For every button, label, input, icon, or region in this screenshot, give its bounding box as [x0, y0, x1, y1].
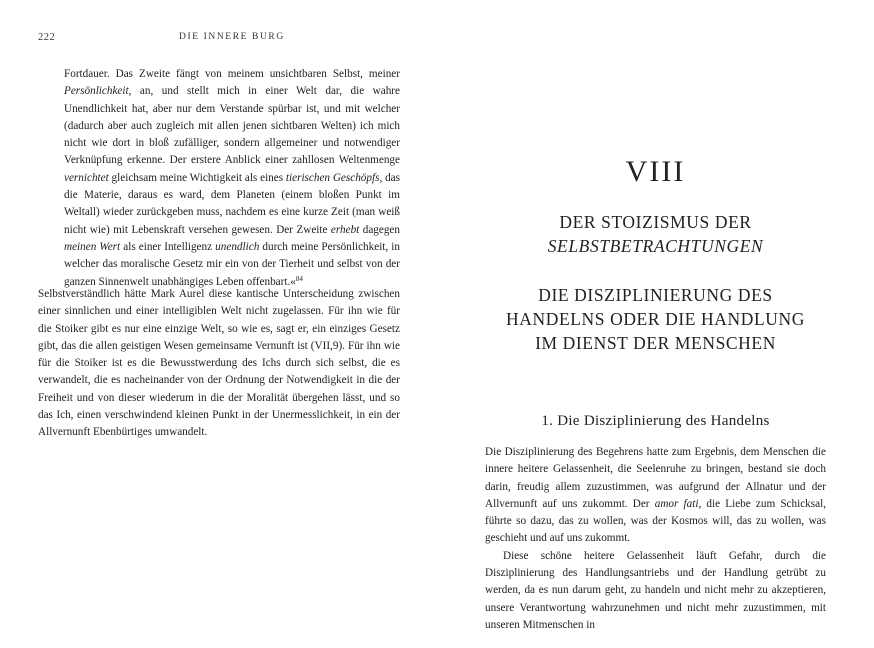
quote-emphasis: Persönlichkeit,: [64, 85, 132, 98]
quote-text: als einer Intelligenz: [120, 240, 216, 253]
quote-text: durch meine Persönlichkeit, in welcher das moralische Gesetz mir ein von der Tierheit und selbst von der ganzen Sinnenwelt unabhängiges Leben offenbart.«: [64, 240, 401, 288]
paragraph: [485, 444, 826, 548]
running-head: DIE INNERE BURG: [179, 32, 285, 42]
body-paragraph: [38, 286, 400, 442]
chapter-title-line-italic: [437, 234, 874, 258]
quote-text: an, und stellt mich in einer Welt dar, die wahre Unendlichkeit hat, aber nur dem Verstande spürbar ist, und mit welcher (dadurch aber auch zugleich mit allen jenen sichtbaren Welten) ich mich nicht wie dort in bloß zufälliger, sondern allgemeiner und notwendiger Verknüpfung erkenne. Der erstere Anblick einer zahllosen Weltenmenge: [64, 85, 400, 167]
quote-text: gleichsam meine Wichtigkeit als eines: [108, 171, 286, 184]
right-page: [437, 0, 874, 648]
chapter-subtitle-line: HANDELNS ODER DIE HANDLUNG: [506, 309, 805, 329]
quote-emphasis: meinen Wert: [64, 240, 121, 253]
paragraph-text: Die Disziplinierung des Begehrens hatte zum Ergebnis, dem Menschen die innere heitere Gelassenheit, die Seelenruhe zu bringen, bestand sie doch darin, freudig allem zuzustimmen, was aufgrund der Allnatur und der Allvernunft auf uns zukommt. Der: [485, 446, 826, 510]
chapter-title-emphasis: SELBSTBETRACHTUNGEN: [547, 236, 764, 256]
quote-emphasis: unendlich: [215, 240, 260, 253]
section-heading: 1. Die Disziplinierung des Handelns: [541, 413, 770, 429]
chapter-title: [437, 210, 874, 258]
body-text: [485, 444, 826, 634]
paragraph: Diese schöne heitere Gelassenheit läuft Gefahr, durch die Disziplinierung des Handlungsantriebs und der Handlung getrübt zu werden, da es nun darum geht, zu handeln und nicht mehr zu akzeptieren, unsere Verantwortung wahrzunehmen und nicht mehr zuzustimmen, mit unseren Mitmenschen in: [485, 549, 826, 631]
chapter-title-line: DER STOIZISMUS DER: [559, 212, 752, 232]
block-quote: [64, 66, 400, 291]
footnote-reference[interactable]: 84: [295, 274, 303, 283]
quote-text: dagegen: [359, 223, 400, 236]
chapter-subtitle-line: IM DIENST DER MENSCHEN: [535, 333, 776, 353]
chapter-subtitle: [437, 283, 874, 355]
page-number: 222: [38, 32, 56, 43]
quote-emphasis: vernichtet: [64, 171, 109, 184]
quote-text: Fortdauer. Das Zweite fängt von meinem unsichtbaren Selbst, meiner: [64, 68, 400, 80]
paragraph-text: , die Liebe zum Schicksal, führte so dazu, das zu wollen, was der Kosmos will, das zu wollen, was geschieht und auf uns zukommt.: [485, 497, 826, 545]
paragraph-emphasis: amor fati: [654, 497, 699, 510]
chapter-subtitle-line: DIE DISZIPLINIERUNG DES: [538, 285, 773, 305]
paragraph-text: Selbstverständlich hätte Mark Aurel diese kantische Unterscheidung zwischen einer sinnlichen und einer intelligiblen Welt nicht zugelassen. Für ihn wie für die Stoiker gibt es nur eine einzige Welt, so wie es, sagt er, ein einziges Gesetz gibt, das die allen geistigen Wesen gemeinsame Vernunft ist (VII,9). Für ihn wie für die Stoiker ist es die Bewusstwerdung des Ichs durch sich selbst, die es verwandelt, die es nacheinander von der Ordnung der Notwendigkeit in die der Freiheit und von dieser wiederum in die der Moralität übergehen lässt, und so das Ich, einen verschwindend kleinen Punkt in der Unermesslichkeit, in ein der Allvernunft Ebenbürtiges umwandelt.: [38, 288, 400, 439]
chapter-number: VIII: [625, 155, 686, 188]
quote-text: , das die Materie, daraus es ward, dem Planeten (einem bloßen Punkt im Weltall) wieder zurückgeben muss, nachdem es eine kurze Zeit (man weiß nicht wie) mit Lebenskraft versehen gewesen. Der Zweite: [64, 171, 400, 236]
quote-emphasis: erhebt: [330, 223, 360, 236]
quote-emphasis: tierischen Geschöpfs: [285, 171, 380, 184]
